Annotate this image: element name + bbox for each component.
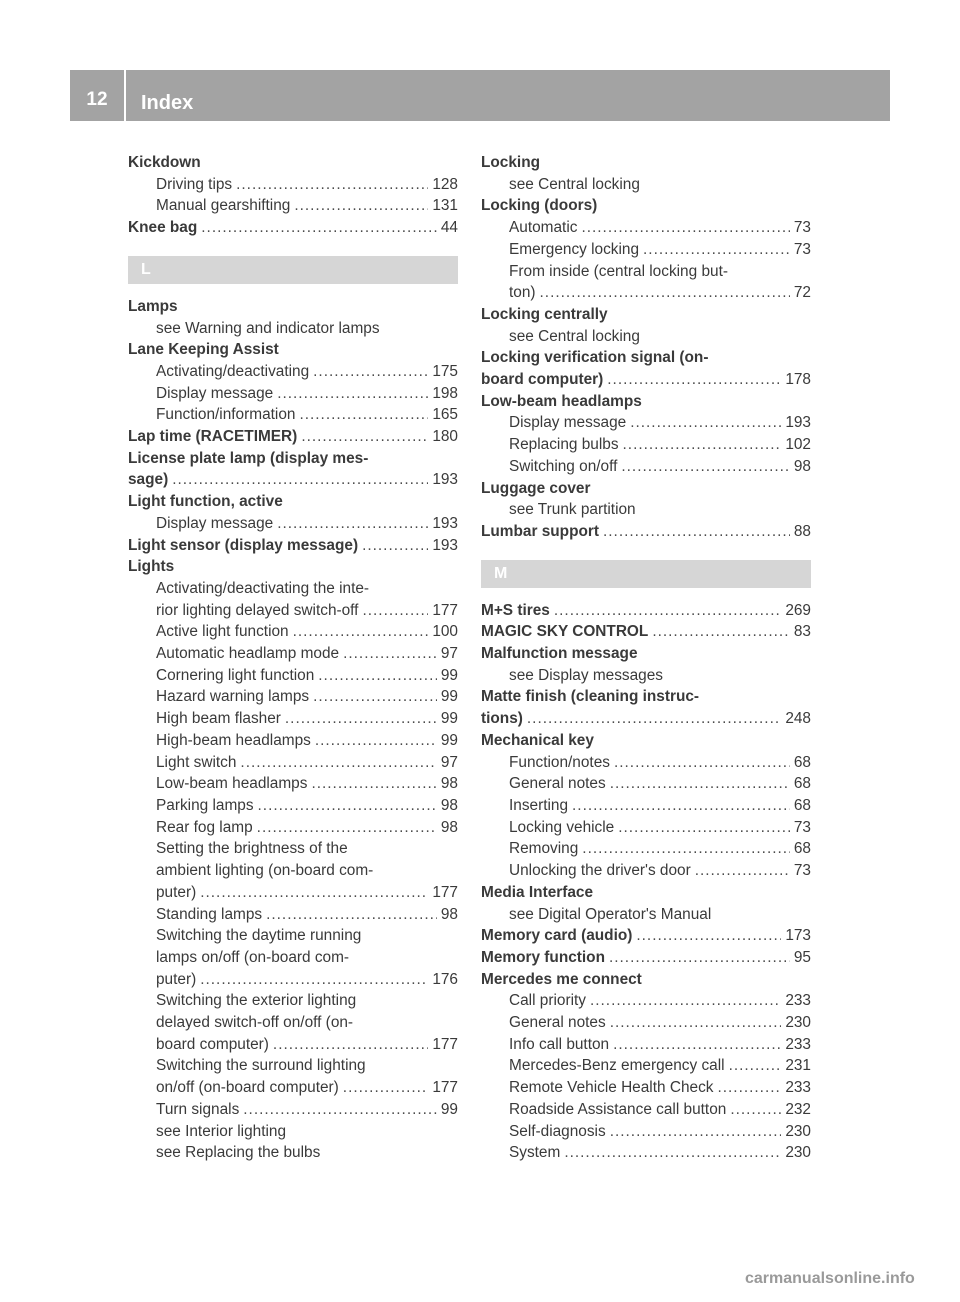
dot-leader bbox=[643, 239, 790, 261]
entry-label: Mercedes me connect bbox=[481, 970, 642, 988]
dot-leader bbox=[572, 795, 790, 817]
page-header bbox=[70, 70, 890, 121]
dot-leader bbox=[201, 217, 437, 239]
entry-label: Inserting bbox=[509, 796, 569, 814]
entry-label: Turn signals bbox=[156, 1100, 240, 1118]
index-entry bbox=[481, 686, 811, 708]
entry-page-number: 98 bbox=[793, 457, 811, 475]
dot-leader bbox=[200, 882, 428, 904]
dot-leader bbox=[236, 174, 428, 196]
entry-label: Display message bbox=[156, 384, 274, 402]
index-subentry bbox=[481, 990, 811, 1012]
entry-page-number: 230 bbox=[785, 1014, 811, 1032]
entry-label: Locking vehicle bbox=[509, 818, 615, 836]
index-subentry bbox=[128, 318, 458, 340]
index-group bbox=[128, 152, 458, 239]
dot-leader bbox=[554, 600, 781, 622]
index-entry bbox=[481, 369, 811, 391]
dot-leader bbox=[717, 1077, 781, 1099]
entry-label: Info call button bbox=[509, 1035, 610, 1053]
index-subentry bbox=[481, 174, 811, 196]
index-entry bbox=[128, 152, 458, 174]
dot-leader bbox=[614, 752, 790, 774]
entry-page-number: 230 bbox=[785, 1144, 811, 1162]
dot-leader bbox=[695, 860, 790, 882]
dot-leader bbox=[607, 369, 781, 391]
entry-label: High beam flasher bbox=[156, 710, 281, 728]
entry-label: System bbox=[509, 1144, 561, 1162]
entry-label: Low-beam headlamps bbox=[481, 392, 642, 410]
index-subentry bbox=[128, 904, 458, 926]
watermark: carmanualsonline.info bbox=[745, 1270, 915, 1287]
index-subentry bbox=[481, 795, 811, 817]
index-subentry bbox=[128, 773, 458, 795]
entry-page-number: 68 bbox=[793, 840, 811, 858]
dot-leader bbox=[311, 773, 436, 795]
index-entry bbox=[481, 347, 811, 369]
entry-label: MAGIC SKY CONTROL bbox=[481, 623, 649, 641]
entry-page-number: 193 bbox=[432, 514, 458, 532]
entry-label: see Interior lighting bbox=[156, 1122, 287, 1140]
entry-label: Switching the surround lighting bbox=[156, 1057, 366, 1075]
index-entry bbox=[128, 491, 458, 513]
section-letter-m: M bbox=[481, 560, 811, 588]
entry-label: Hazard warning lamps bbox=[156, 688, 310, 706]
entry-label: Activating/deactivating bbox=[156, 362, 310, 380]
entry-label: General notes bbox=[509, 1014, 606, 1032]
index-entry bbox=[481, 643, 811, 665]
entry-label: Automatic headlamp mode bbox=[156, 645, 340, 663]
index-entry bbox=[481, 521, 811, 543]
entry-page-number: 88 bbox=[793, 522, 811, 540]
index-subentry bbox=[481, 217, 811, 239]
entry-label: High-beam headlamps bbox=[156, 731, 311, 749]
index-subentry bbox=[128, 1121, 458, 1143]
entry-page-number: 173 bbox=[785, 927, 811, 945]
dot-leader bbox=[621, 456, 790, 478]
entry-page-number: 193 bbox=[432, 471, 458, 489]
entry-page-number: 97 bbox=[440, 645, 458, 663]
index-entry bbox=[481, 969, 811, 991]
index-subentry bbox=[481, 499, 811, 521]
index-entry bbox=[481, 730, 811, 752]
index-group bbox=[128, 296, 458, 1164]
index-subentry bbox=[481, 456, 811, 478]
dot-leader bbox=[285, 708, 437, 730]
entry-page-number: 99 bbox=[440, 731, 458, 749]
entry-label: Display message bbox=[509, 414, 627, 432]
dot-leader bbox=[315, 730, 437, 752]
index-subentry bbox=[128, 1012, 458, 1034]
index-subentry bbox=[128, 643, 458, 665]
dot-leader bbox=[623, 434, 782, 456]
index-entry bbox=[481, 708, 811, 730]
entry-label: see Central locking bbox=[509, 327, 640, 345]
index-subentry bbox=[128, 600, 458, 622]
index-entry bbox=[481, 947, 811, 969]
entry-label: Matte finish (cleaning instruc- bbox=[481, 688, 700, 706]
entry-page-number: 233 bbox=[785, 992, 811, 1010]
index-subentry bbox=[128, 752, 458, 774]
entry-label: Lap time (RACETIMER) bbox=[128, 428, 298, 446]
entry-page-number: 73 bbox=[793, 818, 811, 836]
entry-label: Unlocking the driver's door bbox=[509, 862, 691, 880]
entry-label: ton) bbox=[509, 284, 536, 302]
dot-leader bbox=[313, 361, 428, 383]
entry-page-number: 175 bbox=[432, 362, 458, 380]
entry-label: ambient lighting (on-board com- bbox=[156, 862, 374, 880]
index-column-left bbox=[128, 152, 458, 1164]
index-subentry bbox=[128, 621, 458, 643]
dot-leader bbox=[257, 817, 437, 839]
entry-label: Locking (doors) bbox=[481, 197, 598, 215]
index-entry bbox=[481, 304, 811, 326]
entry-page-number: 177 bbox=[432, 1079, 458, 1097]
entry-label: puter) bbox=[156, 970, 197, 988]
index-subentry bbox=[128, 838, 458, 860]
dot-leader bbox=[299, 404, 428, 426]
entry-label: on/off (on-board computer) bbox=[156, 1079, 339, 1097]
dot-leader bbox=[200, 969, 428, 991]
section-letter-l: L bbox=[128, 256, 458, 284]
dot-leader bbox=[609, 947, 790, 969]
entry-page-number: 98 bbox=[440, 775, 458, 793]
entry-page-number: 248 bbox=[785, 710, 811, 728]
index-subentry bbox=[128, 947, 458, 969]
entry-label: Rear fog lamp bbox=[156, 818, 253, 836]
dot-leader bbox=[362, 600, 428, 622]
entry-label: Active light function bbox=[156, 623, 289, 641]
entry-label: lamps on/off (on-board com- bbox=[156, 948, 350, 966]
entry-page-number: 68 bbox=[793, 775, 811, 793]
index-subentry bbox=[481, 1034, 811, 1056]
dot-leader bbox=[610, 773, 790, 795]
entry-page-number: 177 bbox=[432, 601, 458, 619]
index-subentry bbox=[481, 239, 811, 261]
index-entry bbox=[481, 600, 811, 622]
entry-label: Lamps bbox=[128, 297, 178, 315]
entry-page-number: 68 bbox=[793, 796, 811, 814]
entry-page-number: 98 bbox=[440, 905, 458, 923]
entry-label: tions) bbox=[481, 710, 523, 728]
index-entry bbox=[128, 217, 458, 239]
entry-label: Activating/deactivating the inte- bbox=[156, 579, 370, 597]
dot-leader bbox=[613, 1034, 781, 1056]
index-group bbox=[481, 600, 811, 1164]
dot-leader bbox=[258, 795, 437, 817]
entry-page-number: 68 bbox=[793, 753, 811, 771]
entry-page-number: 72 bbox=[793, 284, 811, 302]
dot-leader bbox=[581, 217, 789, 239]
index-entry bbox=[128, 426, 458, 448]
index-subentry bbox=[481, 817, 811, 839]
entry-page-number: 233 bbox=[785, 1079, 811, 1097]
entry-page-number: 100 bbox=[432, 623, 458, 641]
index-subentry bbox=[128, 578, 458, 600]
entry-label: puter) bbox=[156, 883, 197, 901]
entry-label: M+S tires bbox=[481, 601, 550, 619]
index-entry bbox=[128, 296, 458, 318]
index-subentry bbox=[481, 904, 811, 926]
entry-label: see Central locking bbox=[509, 175, 640, 193]
dot-leader bbox=[610, 1121, 782, 1143]
entry-label: Lumbar support bbox=[481, 522, 599, 540]
index-subentry bbox=[481, 261, 811, 283]
entry-label: From inside (central locking but- bbox=[509, 262, 728, 280]
index-entry bbox=[128, 339, 458, 361]
entry-label: Light switch bbox=[156, 753, 237, 771]
entry-label: Locking centrally bbox=[481, 305, 608, 323]
dot-leader bbox=[266, 904, 437, 926]
index-subentry bbox=[128, 686, 458, 708]
dot-leader bbox=[313, 686, 437, 708]
index-entry bbox=[481, 882, 811, 904]
index-subentry bbox=[481, 412, 811, 434]
entry-label: Removing bbox=[509, 840, 579, 858]
index-subentry bbox=[128, 795, 458, 817]
index-subentry bbox=[481, 838, 811, 860]
entry-label: Kickdown bbox=[128, 154, 201, 171]
entry-page-number: 177 bbox=[432, 1035, 458, 1053]
entry-page-number: 44 bbox=[440, 219, 458, 237]
index-entry bbox=[128, 535, 458, 557]
entry-label: Lane Keeping Assist bbox=[128, 341, 279, 359]
index-subentry bbox=[128, 817, 458, 839]
entry-label: see Digital Operator's Manual bbox=[509, 905, 712, 923]
index-entry bbox=[128, 556, 458, 578]
index-subentry bbox=[128, 665, 458, 687]
entry-page-number: 97 bbox=[440, 753, 458, 771]
entry-page-number: 99 bbox=[440, 666, 458, 684]
entry-label: Function/notes bbox=[509, 753, 610, 771]
index-subentry bbox=[481, 1121, 811, 1143]
entry-label: General notes bbox=[509, 775, 606, 793]
index-subentry bbox=[128, 1099, 458, 1121]
index-subentry bbox=[128, 1034, 458, 1056]
index-subentry bbox=[481, 665, 811, 687]
entry-label: Media Interface bbox=[481, 883, 594, 901]
entry-label: Lights bbox=[128, 558, 175, 576]
index-subentry bbox=[128, 174, 458, 196]
entry-page-number: 131 bbox=[432, 197, 458, 215]
entry-page-number: 232 bbox=[785, 1100, 811, 1118]
index-subentry bbox=[481, 434, 811, 456]
entry-label: Function/information bbox=[156, 406, 296, 424]
index-subentry bbox=[481, 326, 811, 348]
dot-leader bbox=[636, 925, 781, 947]
entry-page-number: 99 bbox=[440, 710, 458, 728]
index-subentry bbox=[128, 404, 458, 426]
entry-label: delayed switch-off on/off (on- bbox=[156, 1014, 354, 1032]
entry-label: Display message bbox=[156, 514, 274, 532]
entry-label: Switching the daytime running bbox=[156, 927, 362, 945]
entry-page-number: 128 bbox=[432, 175, 458, 193]
index-entry bbox=[128, 469, 458, 491]
entry-page-number: 178 bbox=[785, 371, 811, 389]
dot-leader bbox=[273, 1034, 428, 1056]
entry-label: Knee bag bbox=[128, 219, 198, 237]
entry-page-number: 231 bbox=[785, 1057, 811, 1075]
entry-page-number: 193 bbox=[432, 536, 458, 554]
entry-label: Switching the exterior lighting bbox=[156, 992, 357, 1010]
entry-label: board computer) bbox=[481, 371, 604, 389]
index-subentry bbox=[481, 1077, 811, 1099]
dot-leader bbox=[730, 1099, 781, 1121]
dot-leader bbox=[729, 1055, 782, 1077]
index-column-right bbox=[481, 152, 811, 1164]
index-subentry bbox=[128, 990, 458, 1012]
index-subentry bbox=[481, 773, 811, 795]
page-number: 12 bbox=[70, 70, 126, 121]
entry-page-number: 180 bbox=[432, 428, 458, 446]
index-subentry bbox=[481, 282, 811, 304]
entry-label: Roadside Assistance call button bbox=[509, 1100, 727, 1118]
entry-label: Emergency locking bbox=[509, 240, 640, 258]
entry-page-number: 98 bbox=[440, 818, 458, 836]
entry-page-number: 73 bbox=[793, 219, 811, 237]
index-subentry bbox=[128, 860, 458, 882]
dot-leader bbox=[294, 195, 428, 217]
entry-label: Switching on/off bbox=[509, 457, 618, 475]
index-subentry bbox=[128, 1055, 458, 1077]
index-subentry bbox=[481, 1099, 811, 1121]
index-subentry bbox=[128, 1077, 458, 1099]
dot-leader bbox=[277, 513, 428, 535]
dot-leader bbox=[540, 282, 790, 304]
dot-leader bbox=[243, 1099, 437, 1121]
entry-page-number: 83 bbox=[793, 623, 811, 641]
entry-label: Light sensor (display message) bbox=[128, 536, 359, 554]
index-subentry bbox=[128, 882, 458, 904]
entry-label: Replacing bulbs bbox=[509, 436, 619, 454]
entry-label: see Warning and indicator lamps bbox=[156, 319, 380, 337]
index-subentry bbox=[128, 730, 458, 752]
index-subentry bbox=[128, 361, 458, 383]
entry-label: Setting the brightness of the bbox=[156, 840, 348, 858]
entry-label: Locking verification signal (on- bbox=[481, 349, 709, 367]
dot-leader bbox=[277, 383, 428, 405]
entry-label: sage) bbox=[128, 471, 169, 489]
entry-page-number: 99 bbox=[440, 1100, 458, 1118]
dot-leader bbox=[301, 426, 428, 448]
dot-leader bbox=[603, 521, 790, 543]
dot-leader bbox=[293, 621, 429, 643]
index-subentry bbox=[128, 383, 458, 405]
index-subentry bbox=[481, 1055, 811, 1077]
entry-page-number: 95 bbox=[793, 948, 811, 966]
dot-leader bbox=[343, 643, 437, 665]
index-subentry bbox=[481, 1012, 811, 1034]
entry-label: see Display messages bbox=[509, 666, 663, 684]
entry-label: Manual gearshifting bbox=[156, 197, 291, 215]
dot-leader bbox=[318, 665, 437, 687]
entry-page-number: 233 bbox=[785, 1035, 811, 1053]
entry-label: Luggage cover bbox=[481, 479, 591, 497]
entry-label: Driving tips bbox=[156, 175, 233, 193]
index-subentry bbox=[481, 1142, 811, 1164]
entry-page-number: 269 bbox=[785, 601, 811, 619]
index-subentry bbox=[128, 1142, 458, 1164]
entry-page-number: 99 bbox=[440, 688, 458, 706]
entry-label: Memory function bbox=[481, 948, 605, 966]
index-entry bbox=[128, 448, 458, 470]
entry-label: License plate lamp (display mes- bbox=[128, 449, 369, 467]
dot-leader bbox=[172, 469, 428, 491]
entry-label: Self-diagnosis bbox=[509, 1122, 606, 1140]
index-entry bbox=[481, 621, 811, 643]
index-subentry bbox=[128, 969, 458, 991]
entry-label: Locking bbox=[481, 154, 540, 171]
dot-leader bbox=[564, 1142, 781, 1164]
entry-label: Remote Vehicle Health Check bbox=[509, 1079, 714, 1097]
entry-page-number: 193 bbox=[785, 414, 811, 432]
entry-label: Cornering light function bbox=[156, 666, 315, 684]
entry-label: Standing lamps bbox=[156, 905, 263, 923]
dot-leader bbox=[582, 838, 790, 860]
entry-page-number: 102 bbox=[785, 436, 811, 454]
dot-leader bbox=[527, 708, 781, 730]
entry-label: Malfunction message bbox=[481, 645, 638, 663]
index-entry bbox=[481, 478, 811, 500]
page-title: Index bbox=[141, 92, 194, 114]
entry-label: Memory card (audio) bbox=[481, 927, 633, 945]
entry-page-number: 73 bbox=[793, 862, 811, 880]
index-entry bbox=[481, 195, 811, 217]
index-entry bbox=[481, 152, 811, 174]
entry-page-number: 165 bbox=[432, 406, 458, 424]
entry-label: see Replacing the bulbs bbox=[156, 1144, 321, 1162]
entry-label: Automatic bbox=[509, 219, 578, 237]
index-subentry bbox=[481, 860, 811, 882]
dot-leader bbox=[590, 990, 781, 1012]
dot-leader bbox=[630, 412, 781, 434]
entry-label: Parking lamps bbox=[156, 796, 254, 814]
index-subentry bbox=[481, 752, 811, 774]
entry-page-number: 230 bbox=[785, 1122, 811, 1140]
entry-page-number: 198 bbox=[432, 384, 458, 402]
dot-leader bbox=[610, 1012, 782, 1034]
entry-label: Mercedes-Benz emergency call bbox=[509, 1057, 725, 1075]
entry-page-number: 177 bbox=[432, 883, 458, 901]
entry-label: Light function, active bbox=[128, 493, 283, 511]
entry-page-number: 98 bbox=[440, 796, 458, 814]
entry-label: Low-beam headlamps bbox=[156, 775, 308, 793]
dot-leader bbox=[652, 621, 790, 643]
index-subentry bbox=[128, 708, 458, 730]
dot-leader bbox=[343, 1077, 429, 1099]
entry-label: Call priority bbox=[509, 992, 586, 1010]
index-entry bbox=[481, 391, 811, 413]
index-group bbox=[481, 152, 811, 543]
dot-leader bbox=[618, 817, 790, 839]
entry-label: see Trunk partition bbox=[509, 501, 636, 519]
index-subentry bbox=[128, 195, 458, 217]
entry-label: Mechanical key bbox=[481, 731, 594, 749]
entry-page-number: 176 bbox=[432, 970, 458, 988]
index-entry bbox=[481, 925, 811, 947]
dot-leader bbox=[362, 535, 428, 557]
entry-label: rior lighting delayed switch-off bbox=[156, 601, 359, 619]
index-subentry bbox=[128, 513, 458, 535]
entry-label: board computer) bbox=[156, 1035, 269, 1053]
dot-leader bbox=[240, 752, 436, 774]
entry-page-number: 73 bbox=[793, 240, 811, 258]
index-subentry bbox=[128, 925, 458, 947]
